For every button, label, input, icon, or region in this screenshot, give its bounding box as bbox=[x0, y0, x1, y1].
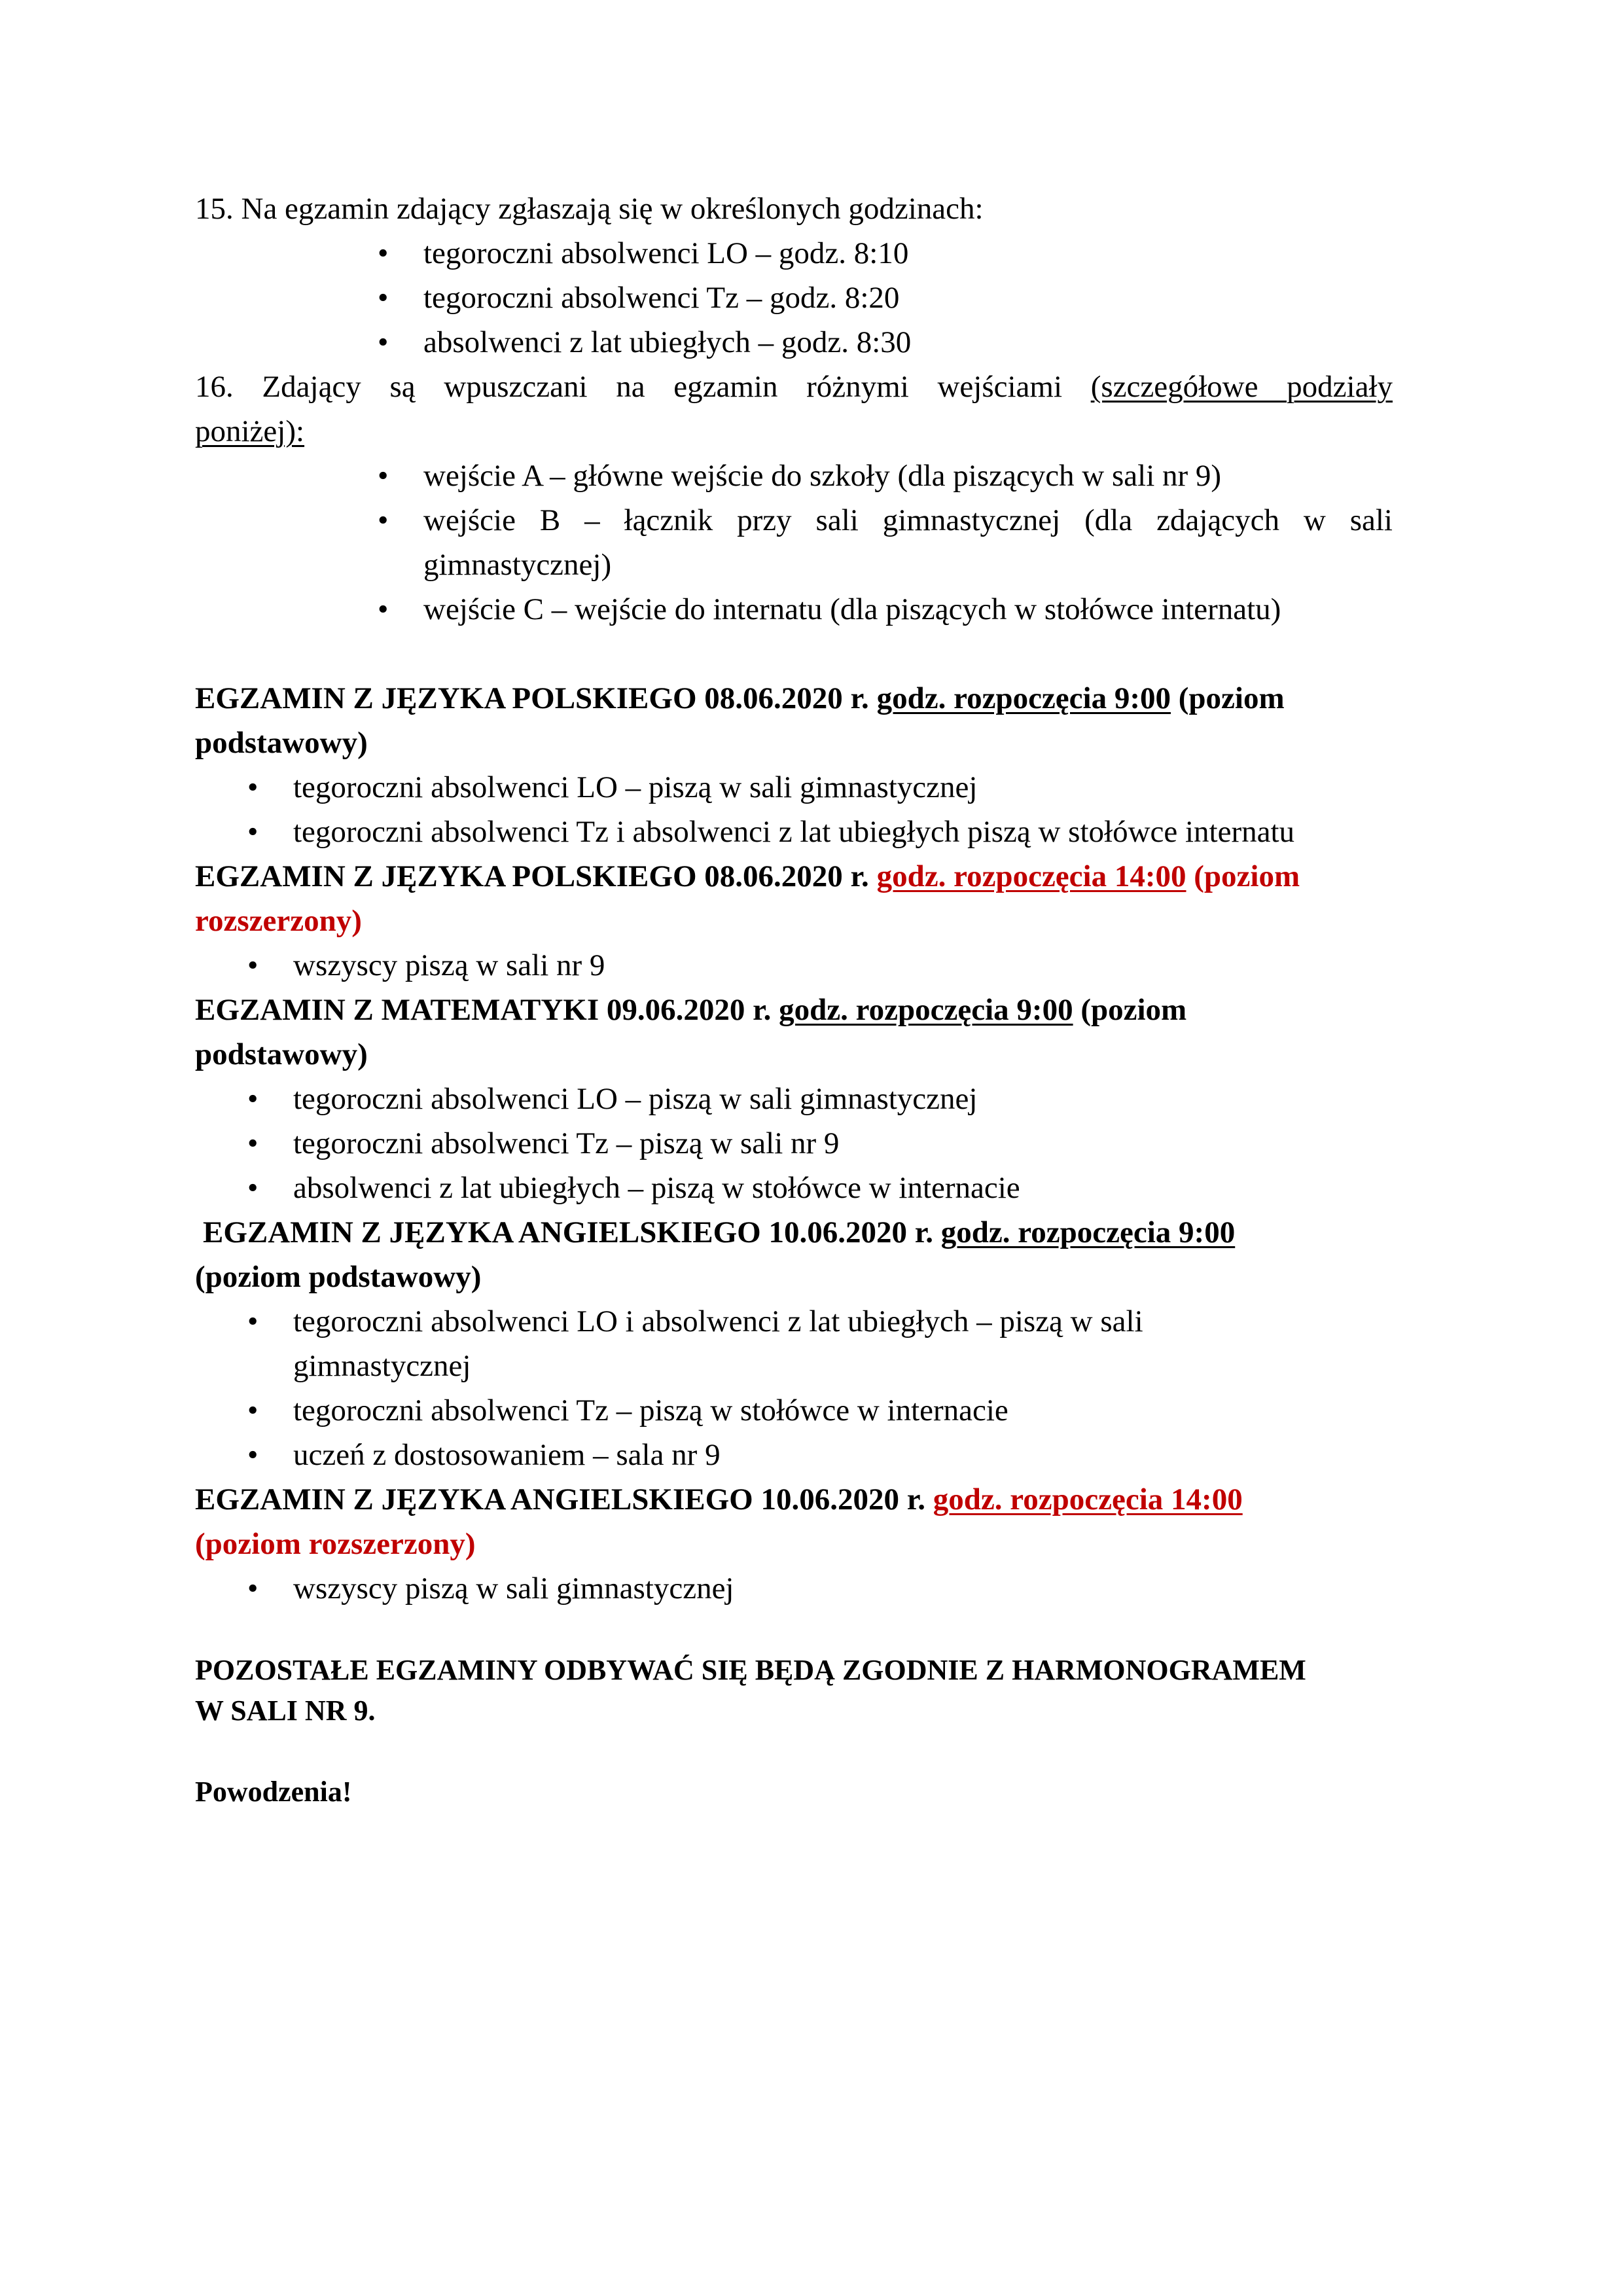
exam-heading: EGZAMIN Z JĘZYKA ANGIELSKIEGO 10.06.2020 r. godz. rozpoczęcia 9:00 bbox=[203, 1215, 1236, 1249]
list-item: • tegoroczni absolwenci Tz i absolwenci z lat ubiegłych piszą w stołówce internatu bbox=[195, 810, 1393, 854]
list-item: • absolwenci z lat ubiegłych – piszą w stołówce w internacie bbox=[195, 1166, 1393, 1210]
list-item: • tegoroczni absolwenci Tz – piszą w sali nr 9 bbox=[195, 1121, 1393, 1166]
list-item-cont: gimnastycznej) bbox=[423, 548, 612, 582]
list-item: • tegoroczni absolwenci LO – godz. 8:10 bbox=[195, 231, 1393, 276]
list-item: • tegoroczni absolwenci Tz – piszą w stołówce w internacie bbox=[195, 1388, 1393, 1433]
item-15-number: 15. bbox=[195, 192, 234, 226]
item-16-heading-cont: poniżej): bbox=[195, 414, 305, 448]
exam-start-time: godz. rozpoczęcia 14:00 bbox=[876, 859, 1186, 893]
bullet-icon: • bbox=[247, 1171, 259, 1205]
list-item: • wejście A – główne wejście do szkoły (dla piszących w sali nr 9) bbox=[195, 454, 1393, 498]
exam-heading: EGZAMIN Z JĘZYKA POLSKIEGO 08.06.2020 r. godz. rozpoczęcia 14:00 (poziom bbox=[195, 859, 1300, 893]
list-item: • tegoroczni absolwenci LO – piszą w sali gimnastycznej bbox=[195, 1077, 1393, 1121]
exam-start-time: godz. rozpoczęcia 9:00 bbox=[876, 681, 1171, 715]
list-item: • wszyscy piszą w sali gimnastycznej bbox=[195, 1566, 1393, 1611]
bullet-icon: • bbox=[378, 459, 389, 493]
bullet-icon: • bbox=[247, 1438, 259, 1472]
item-15-heading bbox=[195, 187, 1393, 231]
list-item: • wszyscy piszą w sali nr 9 bbox=[195, 943, 1393, 988]
bullet-icon: • bbox=[247, 1082, 259, 1116]
item-16-heading: 16. Zdający są wpuszczani na egzamin różnymi wejściami (szczegółowe podziały bbox=[195, 370, 1393, 404]
bullet-icon: • bbox=[378, 281, 389, 315]
list-item: • tegoroczni absolwenci LO – piszą w sali gimnastycznej bbox=[195, 765, 1393, 810]
bullet-icon: • bbox=[378, 592, 389, 626]
bullet-icon: • bbox=[378, 236, 389, 270]
item-15-text: Na egzamin zdający zgłaszają się w określonych godzinach: bbox=[241, 192, 984, 226]
exam-start-time: godz. rozpoczęcia 9:00 bbox=[940, 1215, 1236, 1249]
exam-heading: EGZAMIN Z JĘZYKA ANGIELSKIEGO 10.06.2020 r. godz. rozpoczęcia 14:00 bbox=[195, 1482, 1243, 1516]
exam-start-time: godz. rozpoczęcia 9:00 bbox=[779, 993, 1073, 1027]
closing-note: POZOSTAŁE EGZAMINY ODBYWAĆ SIĘ BĘDĄ ZGODNIE Z HARMONOGRAMEM W SALI NR 9. bbox=[195, 1654, 1306, 1727]
details-note: (szczegółowe podziały bbox=[1090, 370, 1393, 404]
bullet-icon: • bbox=[247, 1304, 259, 1338]
document-content: 15. Na egzamin zdający zgłaszają się w określonych godzinach: • tegoroczni absolwenci LO – godz. 8:10 • tegoroczni absolwenci Tz – godz. 8:20 • absolwenci z lat ubiegłych – godz. 8:30 16. Zdający są wpuszczani na egzamin różnymi wejściami (szczegółowe podziały poniżej): • wejście A – główne wejście do szkoły (dla piszących w sali nr 9) • wejście B – łącznik przy sali gimnastycznej (dla zdających w sali gimnastycznej) • wejście C – wejście do internatu (dla piszących w stołówce internatu) EGZAMIN Z JĘZYKA POLSKIEGO 08.06.2020 r. godz. rozpoczęcia 9:00 (poziom podstawowy) • tegoroczni absolwenci LO – piszą w sali gimnastycznej • tegoroczni absolwenci Tz i absolwenci z lat ubiegłych piszą w stołówce internatu EGZAMIN Z JĘZYKA POLSKIEGO 08.06.2020 r. godz. rozpoczęcia 14:00 (poziom rozszerzony) • wszyscy piszą w sali nr 9 EGZAMIN Z MATEMATYKI 09.06.2020 r. godz. rozpoczęcia 9:00 (poziom podstawowy) • tegoroczni absolwenci LO – piszą w sali gimnastycznej • tegoroczni absolwenci Tz – piszą w sali nr 9 • absolwenci z lat ubiegłych – piszą w stołówce w internacie EGZAMIN Z JĘZYKA ANGIELSKIEGO 10.06.2020 r. godz. rozpoczęcia 9:00 (poziom podstawowy) • tegoroczni absolwenci LO i absolwenci z lat ubiegłych – piszą w sali gimnastycznej • tegoroczni absolwenci Tz – piszą w stołówce w internacie • uczeń z dostosowaniem – sala nr 9 EGZAMIN Z JĘZYKA ANGIELSKIEGO 10.06.2020 r. godz. rozpoczęcia 14:00 (poziom rozszerzony) • wszyscy piszą w sali gimnastycznej POZOSTAŁE EGZAMINY ODBYWAĆ SIĘ BĘDĄ ZGODNIE Z HARMONOGRAMEM W SALI NR 9. Powodzenia! bbox=[195, 187, 1393, 1812]
exam-start-time: godz. rozpoczęcia 14:00 bbox=[933, 1482, 1243, 1516]
bullet-icon: • bbox=[247, 770, 259, 804]
closing-wish: Powodzenia! bbox=[195, 1776, 352, 1808]
list-item: • tegoroczni absolwenci Tz – godz. 8:20 bbox=[195, 276, 1393, 320]
exam-heading: EGZAMIN Z JĘZYKA POLSKIEGO 08.06.2020 r. godz. rozpoczęcia 9:00 (poziom bbox=[195, 681, 1285, 715]
list-item-cont: gimnastycznej bbox=[293, 1349, 471, 1383]
exam-heading: EGZAMIN Z MATEMATYKI 09.06.2020 r. godz. rozpoczęcia 9:00 (poziom bbox=[195, 993, 1187, 1027]
list-item: • wejście B – łącznik przy sali gimnastycznej (dla zdających w sali bbox=[195, 498, 1393, 543]
bullet-icon: • bbox=[378, 503, 389, 537]
list-item: • tegoroczni absolwenci LO i absolwenci z lat ubiegłych – piszą w sali bbox=[195, 1299, 1393, 1344]
bullet-icon: • bbox=[378, 325, 389, 359]
bullet-icon: • bbox=[247, 1393, 259, 1427]
list-item: • wejście C – wejście do internatu (dla piszących w stołówce internatu) bbox=[195, 587, 1393, 632]
list-item: • absolwenci z lat ubiegłych – godz. 8:30 bbox=[195, 320, 1393, 365]
bullet-icon: • bbox=[247, 1126, 259, 1160]
bullet-icon: • bbox=[247, 948, 259, 982]
bullet-icon: • bbox=[247, 815, 259, 849]
list-item: • uczeń z dostosowaniem – sala nr 9 bbox=[195, 1433, 1393, 1477]
bullet-icon: • bbox=[247, 1571, 259, 1605]
